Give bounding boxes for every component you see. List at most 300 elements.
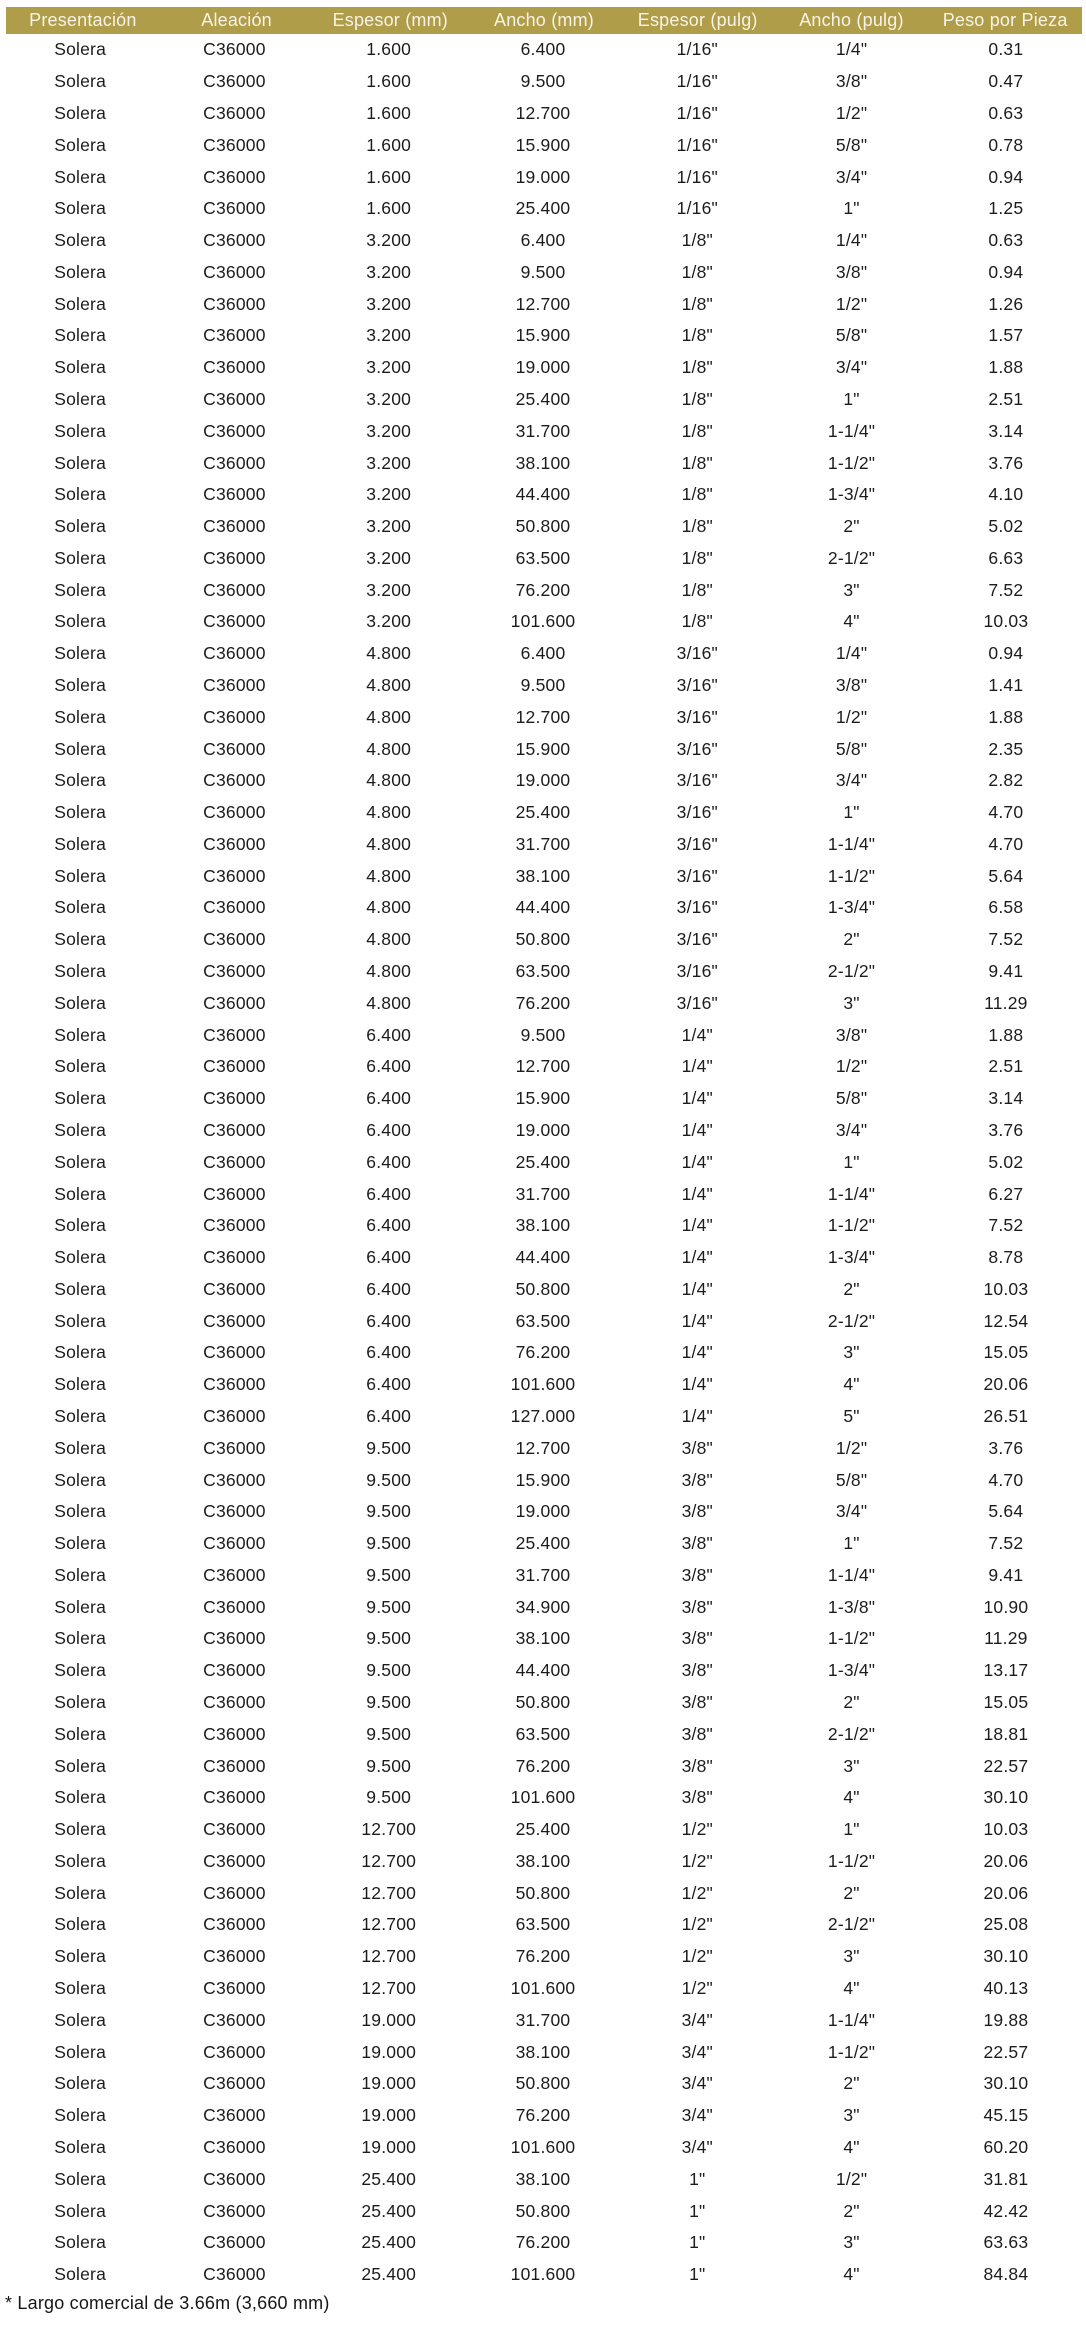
cell-presentacion: Solera [54, 1533, 107, 1554]
cell-peso-por-pieza: 4.70 [988, 1469, 1024, 1490]
table-row [3, 2163, 1083, 2195]
cell-ancho-pulg: 1" [843, 388, 860, 409]
cell-espesor-pulg: 1/2" [681, 1946, 713, 1967]
table-row [3, 1305, 1083, 1337]
cell-peso-por-pieza: 6.63 [988, 547, 1024, 568]
cell-peso-por-pieza: 4.70 [988, 833, 1024, 854]
cell-presentacion: Solera [54, 611, 107, 632]
cell-presentacion: Solera [54, 293, 107, 314]
cell-espesor-mm: 9.500 [366, 1437, 412, 1458]
cell-aleacion: C36000 [203, 452, 266, 473]
cell-espesor-mm: 3.200 [366, 611, 412, 632]
cell-aleacion: C36000 [203, 738, 266, 759]
cell-presentacion: Solera [54, 1501, 107, 1522]
cell-espesor-mm: 1.600 [366, 71, 412, 92]
cell-presentacion: Solera [54, 1692, 107, 1713]
cell-espesor-mm: 9.500 [366, 1755, 412, 1776]
cell-ancho-pulg: 3/4" [835, 1119, 868, 1140]
cell-peso-por-pieza: 1.41 [988, 675, 1024, 696]
cell-espesor-pulg: 1/4" [681, 1183, 713, 1204]
cell-ancho-mm: 63.500 [515, 547, 571, 568]
cell-peso-por-pieza: 20.06 [983, 1374, 1029, 1395]
cell-aleacion: C36000 [203, 2105, 266, 2126]
cell-espesor-mm: 25.400 [361, 2200, 417, 2221]
cell-peso-por-pieza: 0.94 [988, 261, 1024, 282]
table-row [3, 956, 1083, 988]
cell-presentacion: Solera [54, 1183, 107, 1204]
cell-presentacion: Solera [54, 2200, 107, 2221]
cell-espesor-mm: 12.700 [361, 1978, 417, 1999]
cell-espesor-pulg: 3/16" [676, 675, 718, 696]
cell-presentacion: Solera [54, 1596, 107, 1617]
table-row [3, 2195, 1083, 2227]
cell-espesor-pulg: 3/16" [676, 706, 718, 727]
cell-ancho-mm: 44.400 [515, 897, 571, 918]
cell-espesor-pulg: 1/8" [681, 388, 713, 409]
cell-aleacion: C36000 [203, 1946, 266, 1967]
cell-ancho-pulg: 3/4" [835, 357, 868, 378]
cell-espesor-mm: 4.800 [366, 897, 412, 918]
cell-espesor-mm: 4.800 [366, 738, 412, 759]
cell-espesor-mm: 9.500 [366, 1787, 412, 1808]
cell-aleacion: C36000 [203, 833, 266, 854]
cell-peso-por-pieza: 13.17 [983, 1660, 1029, 1681]
cell-ancho-pulg: 3" [843, 1946, 860, 1967]
cell-aleacion: C36000 [203, 579, 266, 600]
cell-espesor-mm: 9.500 [366, 1723, 412, 1744]
cell-peso-por-pieza: 7.52 [988, 1215, 1024, 1236]
cell-ancho-pulg: 1-3/8" [827, 1596, 876, 1617]
cell-aleacion: C36000 [203, 547, 266, 568]
table-row [3, 987, 1083, 1019]
cell-aleacion: C36000 [203, 1437, 266, 1458]
table-row [3, 352, 1083, 384]
cell-ancho-mm: 101.600 [510, 1978, 576, 1999]
table-row [3, 1655, 1083, 1687]
cell-aleacion: C36000 [203, 1564, 266, 1585]
cell-peso-por-pieza: 5.64 [988, 1501, 1024, 1522]
cell-espesor-mm: 1.600 [366, 134, 412, 155]
cell-peso-por-pieza: 7.52 [988, 929, 1024, 950]
cell-ancho-mm: 101.600 [510, 1374, 576, 1395]
cell-ancho-mm: 9.500 [520, 71, 566, 92]
table-row [3, 860, 1083, 892]
cell-ancho-mm: 101.600 [510, 2264, 576, 2285]
cell-espesor-mm: 6.400 [366, 1374, 412, 1395]
cell-espesor-mm: 9.500 [366, 1596, 412, 1617]
table-row [3, 670, 1083, 702]
cell-ancho-mm: 25.400 [515, 1151, 571, 1172]
cell-aleacion: C36000 [203, 325, 266, 346]
cell-presentacion: Solera [54, 1056, 107, 1077]
cell-aleacion: C36000 [203, 230, 266, 251]
cell-ancho-pulg: 3" [843, 2105, 860, 2126]
cell-aleacion: C36000 [203, 1278, 266, 1299]
cell-espesor-mm: 9.500 [366, 1692, 412, 1713]
cell-peso-por-pieza: 8.78 [988, 1247, 1024, 1268]
cell-espesor-mm: 3.200 [366, 452, 412, 473]
cell-ancho-mm: 101.600 [510, 611, 576, 632]
cell-espesor-mm: 6.400 [366, 1405, 412, 1426]
cell-espesor-mm: 1.600 [366, 166, 412, 187]
cell-presentacion: Solera [54, 961, 107, 982]
cell-peso-por-pieza: 1.88 [988, 706, 1024, 727]
cell-espesor-pulg: 1/4" [681, 1151, 713, 1172]
cell-espesor-mm: 19.000 [361, 2136, 417, 2157]
cell-aleacion: C36000 [203, 1596, 266, 1617]
cell-peso-por-pieza: 0.31 [988, 39, 1024, 60]
cell-ancho-pulg: 2" [843, 2073, 860, 2094]
cell-espesor-mm: 3.200 [366, 484, 412, 505]
cell-espesor-pulg: 3/8" [681, 1723, 713, 1744]
cell-presentacion: Solera [54, 2264, 107, 2285]
cell-ancho-mm: 76.200 [515, 2105, 571, 2126]
table-row [3, 701, 1083, 733]
cell-ancho-mm: 63.500 [515, 1310, 571, 1331]
cell-aleacion: C36000 [203, 1692, 266, 1713]
cell-espesor-mm: 6.400 [366, 1056, 412, 1077]
cell-aleacion: C36000 [203, 1024, 266, 1045]
cell-ancho-pulg: 2-1/2" [827, 961, 876, 982]
cell-ancho-mm: 76.200 [515, 1755, 571, 1776]
table-row [3, 1973, 1083, 2005]
table-row [3, 797, 1083, 829]
cell-espesor-mm: 19.000 [361, 2009, 417, 2030]
cell-peso-por-pieza: 5.64 [988, 865, 1024, 886]
cell-aleacion: C36000 [203, 1501, 266, 1522]
cell-espesor-mm: 3.200 [366, 293, 412, 314]
cell-aleacion: C36000 [203, 706, 266, 727]
cell-aleacion: C36000 [203, 1850, 266, 1871]
cell-peso-por-pieza: 22.57 [983, 2041, 1029, 2062]
cell-ancho-pulg: 1/2" [835, 1437, 868, 1458]
cell-ancho-pulg: 1-1/2" [827, 2041, 876, 2062]
cell-espesor-pulg: 1/8" [681, 325, 713, 346]
cell-ancho-mm: 25.400 [515, 802, 571, 823]
column-header-espesor-pulg: Espesor (pulg) [637, 10, 758, 30]
cell-aleacion: C36000 [203, 516, 266, 537]
table-row [3, 733, 1083, 765]
cell-ancho-mm: 38.100 [515, 1215, 571, 1236]
cell-espesor-pulg: 1/4" [681, 1247, 713, 1268]
cell-espesor-mm: 6.400 [366, 1310, 412, 1331]
cell-espesor-mm: 4.800 [366, 961, 412, 982]
table-row [3, 2132, 1083, 2164]
cell-aleacion: C36000 [203, 420, 266, 441]
cell-aleacion: C36000 [203, 2073, 266, 2094]
cell-espesor-pulg: 1/8" [681, 261, 713, 282]
cell-aleacion: C36000 [203, 2232, 266, 2253]
cell-espesor-mm: 9.500 [366, 1628, 412, 1649]
cell-ancho-pulg: 4" [843, 1374, 860, 1395]
cell-peso-por-pieza: 20.06 [983, 1882, 1029, 1903]
table-row [3, 479, 1083, 511]
cell-espesor-mm: 3.200 [366, 388, 412, 409]
cell-espesor-pulg: 1" [689, 2168, 706, 2189]
cell-peso-por-pieza: 42.42 [983, 2200, 1029, 2221]
cell-espesor-pulg: 3/8" [681, 1437, 713, 1458]
cell-presentacion: Solera [54, 1660, 107, 1681]
cell-espesor-mm: 3.200 [366, 261, 412, 282]
table-row [3, 384, 1083, 416]
table-row [3, 2004, 1083, 2036]
cell-espesor-pulg: 1/8" [681, 357, 713, 378]
cell-espesor-pulg: 1/2" [681, 1914, 713, 1935]
cell-ancho-mm: 6.400 [520, 643, 566, 664]
table-body [3, 34, 1083, 2290]
cell-ancho-mm: 12.700 [515, 102, 571, 123]
cell-espesor-mm: 6.400 [366, 1119, 412, 1140]
cell-ancho-mm: 44.400 [515, 484, 571, 505]
cell-ancho-pulg: 1-1/4" [827, 833, 876, 854]
cell-ancho-mm: 50.800 [515, 1692, 571, 1713]
cell-presentacion: Solera [54, 357, 107, 378]
table-row [3, 1814, 1083, 1846]
cell-ancho-mm: 76.200 [515, 2232, 571, 2253]
cell-ancho-mm: 50.800 [515, 929, 571, 950]
cell-aleacion: C36000 [203, 1819, 266, 1840]
cell-espesor-mm: 25.400 [361, 2232, 417, 2253]
cell-ancho-pulg: 3" [843, 579, 860, 600]
column-header-espesor-mm: Espesor (mm) [332, 10, 448, 30]
cell-espesor-pulg: 1/4" [681, 1342, 713, 1363]
table-row [3, 1941, 1083, 1973]
cell-ancho-pulg: 3/8" [835, 675, 868, 696]
table-row [3, 892, 1083, 924]
table-row [3, 1210, 1083, 1242]
cell-ancho-pulg: 1/2" [835, 293, 868, 314]
cell-espesor-mm: 6.400 [366, 1215, 412, 1236]
cell-presentacion: Solera [54, 992, 107, 1013]
cell-espesor-mm: 1.600 [366, 102, 412, 123]
cell-presentacion: Solera [54, 1405, 107, 1426]
cell-aleacion: C36000 [203, 2009, 266, 2030]
cell-presentacion: Solera [54, 1342, 107, 1363]
cell-ancho-mm: 15.900 [515, 325, 571, 346]
cell-espesor-pulg: 3/4" [681, 2009, 713, 2030]
cell-espesor-pulg: 1/8" [681, 420, 713, 441]
cell-espesor-pulg: 1/4" [681, 1215, 713, 1236]
cell-espesor-mm: 9.500 [366, 1533, 412, 1554]
cell-espesor-pulg: 3/8" [681, 1469, 713, 1490]
cell-espesor-mm: 3.200 [366, 230, 412, 251]
cell-espesor-pulg: 1/8" [681, 293, 713, 314]
cell-presentacion: Solera [54, 865, 107, 886]
table-row [3, 1146, 1083, 1178]
cell-presentacion: Solera [54, 134, 107, 155]
cell-espesor-pulg: 1/4" [681, 1088, 713, 1109]
table-row [3, 66, 1083, 98]
cell-espesor-pulg: 1/8" [681, 547, 713, 568]
cell-aleacion: C36000 [203, 484, 266, 505]
cell-aleacion: C36000 [203, 1660, 266, 1681]
cell-ancho-pulg: 1" [843, 802, 860, 823]
cell-espesor-pulg: 3/16" [676, 802, 718, 823]
cell-ancho-pulg: 4" [843, 611, 860, 632]
cell-presentacion: Solera [54, 643, 107, 664]
cell-presentacion: Solera [54, 420, 107, 441]
cell-espesor-pulg: 1/8" [681, 452, 713, 473]
cell-presentacion: Solera [54, 1564, 107, 1585]
cell-espesor-mm: 3.200 [366, 516, 412, 537]
cell-espesor-pulg: 1/16" [676, 39, 718, 60]
cell-peso-por-pieza: 3.76 [988, 452, 1024, 473]
cell-peso-por-pieza: 9.41 [988, 961, 1024, 982]
cell-peso-por-pieza: 18.81 [983, 1723, 1029, 1744]
cell-ancho-mm: 9.500 [520, 1024, 566, 1045]
cell-espesor-mm: 6.400 [366, 1088, 412, 1109]
cell-ancho-pulg: 1-1/2" [827, 1215, 876, 1236]
cell-ancho-mm: 101.600 [510, 1787, 576, 1808]
cell-espesor-pulg: 1/2" [681, 1978, 713, 1999]
cell-espesor-mm: 4.800 [366, 992, 412, 1013]
cell-aleacion: C36000 [203, 134, 266, 155]
cell-ancho-mm: 15.900 [515, 134, 571, 155]
table-row [3, 1560, 1083, 1592]
cell-peso-por-pieza: 0.78 [988, 134, 1024, 155]
cell-espesor-mm: 4.800 [366, 643, 412, 664]
cell-espesor-pulg: 1/2" [681, 1882, 713, 1903]
cell-peso-por-pieza: 45.15 [983, 2105, 1029, 2126]
cell-ancho-pulg: 1-1/4" [827, 1183, 876, 1204]
cell-peso-por-pieza: 9.41 [988, 1564, 1024, 1585]
cell-espesor-pulg: 3/4" [681, 2105, 713, 2126]
cell-ancho-mm: 12.700 [515, 1437, 571, 1458]
cell-ancho-pulg: 4" [843, 1787, 860, 1808]
cell-espesor-mm: 4.800 [366, 865, 412, 886]
cell-espesor-pulg: 3/8" [681, 1692, 713, 1713]
cell-ancho-mm: 15.900 [515, 738, 571, 759]
cell-presentacion: Solera [54, 166, 107, 187]
cell-ancho-mm: 15.900 [515, 1088, 571, 1109]
cell-ancho-pulg: 5" [843, 1405, 860, 1426]
table-row [3, 1178, 1083, 1210]
cell-peso-por-pieza: 7.52 [988, 1533, 1024, 1554]
cell-presentacion: Solera [54, 897, 107, 918]
cell-espesor-mm: 6.400 [366, 1342, 412, 1363]
cell-peso-por-pieza: 12.54 [983, 1310, 1029, 1331]
table-row [3, 1019, 1083, 1051]
cell-espesor-mm: 4.800 [366, 706, 412, 727]
cell-peso-por-pieza: 30.10 [983, 2073, 1029, 2094]
table-row [3, 1782, 1083, 1814]
table-row [3, 1115, 1083, 1147]
cell-presentacion: Solera [54, 770, 107, 791]
cell-espesor-pulg: 3/8" [681, 1787, 713, 1808]
cell-ancho-pulg: 3" [843, 1342, 860, 1363]
cell-ancho-mm: 50.800 [515, 1278, 571, 1299]
cell-espesor-mm: 3.200 [366, 579, 412, 600]
cell-aleacion: C36000 [203, 1247, 266, 1268]
cell-ancho-pulg: 3" [843, 2232, 860, 2253]
cell-espesor-mm: 6.400 [366, 1247, 412, 1268]
cell-ancho-mm: 12.700 [515, 293, 571, 314]
cell-peso-por-pieza: 1.26 [988, 293, 1024, 314]
cell-peso-por-pieza: 26.51 [983, 1405, 1029, 1426]
cell-presentacion: Solera [54, 2073, 107, 2094]
cell-ancho-mm: 76.200 [515, 992, 571, 1013]
cell-peso-por-pieza: 1.88 [988, 1024, 1024, 1045]
cell-ancho-pulg: 2-1/2" [827, 1914, 876, 1935]
table-row [3, 511, 1083, 543]
cell-ancho-mm: 25.400 [515, 1819, 571, 1840]
cell-presentacion: Solera [54, 1978, 107, 1999]
commercial-length-footnote: * Largo comercial de 3.66m (3,660 mm) [5, 2293, 330, 2314]
cell-ancho-pulg: 3/8" [835, 71, 868, 92]
cell-espesor-pulg: 1/4" [681, 1119, 713, 1140]
cell-espesor-pulg: 3/4" [681, 2073, 713, 2094]
cell-aleacion: C36000 [203, 1628, 266, 1649]
cell-aleacion: C36000 [203, 2136, 266, 2157]
cell-ancho-mm: 63.500 [515, 961, 571, 982]
cell-aleacion: C36000 [203, 102, 266, 123]
cell-espesor-pulg: 1/16" [676, 102, 718, 123]
cell-espesor-mm: 25.400 [361, 2168, 417, 2189]
table-row [3, 1273, 1083, 1305]
cell-presentacion: Solera [54, 1882, 107, 1903]
cell-ancho-mm: 25.400 [515, 1533, 571, 1554]
cell-peso-por-pieza: 30.10 [983, 1946, 1029, 1967]
cell-espesor-mm: 19.000 [361, 2105, 417, 2126]
cell-presentacion: Solera [54, 2041, 107, 2062]
cell-peso-por-pieza: 3.14 [988, 1088, 1024, 1109]
cell-aleacion: C36000 [203, 166, 266, 187]
cell-ancho-pulg: 2" [843, 516, 860, 537]
table-row [3, 193, 1083, 225]
cell-peso-por-pieza: 60.20 [983, 2136, 1029, 2157]
cell-aleacion: C36000 [203, 1215, 266, 1236]
cell-peso-por-pieza: 1.57 [988, 325, 1024, 346]
cell-ancho-mm: 31.700 [515, 420, 571, 441]
cell-peso-por-pieza: 25.08 [983, 1914, 1029, 1935]
table-row [3, 1623, 1083, 1655]
cell-ancho-mm: 9.500 [520, 675, 566, 696]
cell-presentacion: Solera [54, 547, 107, 568]
cell-presentacion: Solera [54, 1946, 107, 1967]
cell-espesor-pulg: 1/16" [676, 71, 718, 92]
cell-ancho-mm: 127.000 [510, 1405, 576, 1426]
cell-ancho-mm: 19.000 [515, 770, 571, 791]
cell-ancho-pulg: 1-3/4" [827, 897, 876, 918]
cell-ancho-pulg: 1" [843, 1533, 860, 1554]
cell-ancho-mm: 12.700 [515, 1056, 571, 1077]
table-row [3, 1051, 1083, 1083]
cell-aleacion: C36000 [203, 992, 266, 1013]
cell-aleacion: C36000 [203, 1119, 266, 1140]
cell-aleacion: C36000 [203, 198, 266, 219]
cell-presentacion: Solera [54, 261, 107, 282]
cell-espesor-pulg: 3/4" [681, 2136, 713, 2157]
table-row [3, 1337, 1083, 1369]
cell-presentacion: Solera [54, 1914, 107, 1935]
cell-peso-por-pieza: 1.25 [988, 198, 1024, 219]
cell-ancho-pulg: 1" [843, 1819, 860, 1840]
cell-ancho-pulg: 1-3/4" [827, 1660, 876, 1681]
cell-aleacion: C36000 [203, 929, 266, 950]
cell-ancho-mm: 101.600 [510, 2136, 576, 2157]
cell-ancho-mm: 50.800 [515, 2073, 571, 2094]
cell-espesor-mm: 9.500 [366, 1660, 412, 1681]
cell-espesor-mm: 4.800 [366, 675, 412, 696]
cell-presentacion: Solera [54, 1088, 107, 1109]
cell-espesor-pulg: 1/8" [681, 579, 713, 600]
cell-ancho-mm: 15.900 [515, 1469, 571, 1490]
cell-espesor-pulg: 1/4" [681, 1278, 713, 1299]
cell-ancho-pulg: 4" [843, 2264, 860, 2285]
cell-presentacion: Solera [54, 1819, 107, 1840]
cell-peso-por-pieza: 31.81 [983, 2168, 1029, 2189]
cell-aleacion: C36000 [203, 1374, 266, 1395]
